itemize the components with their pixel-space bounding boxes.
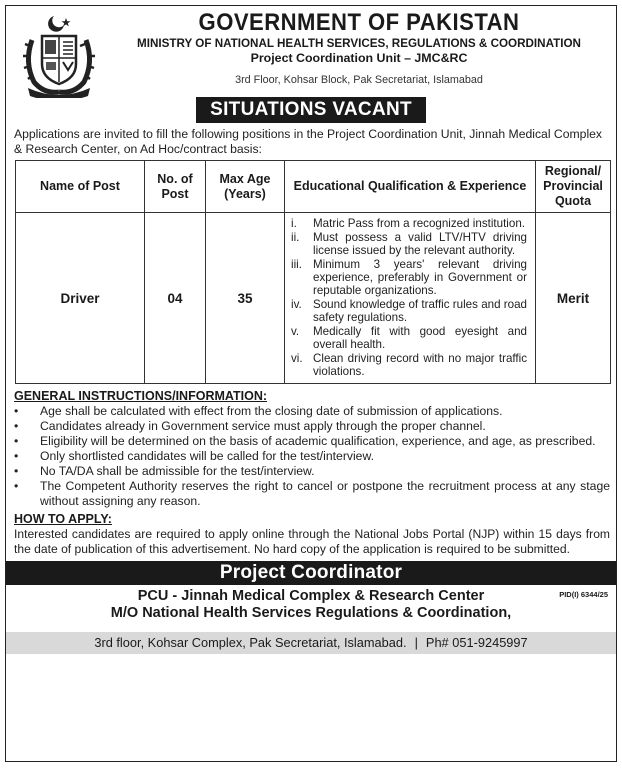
header-quota-label: Regional/ Provincial Quota [543,164,603,208]
instructions-heading: GENERAL INSTRUCTIONS/INFORMATION: [14,389,268,403]
item-number: i. [291,217,297,230]
bullet-icon: • [14,464,19,478]
list-item [289,298,527,324]
item-number: ii. [291,231,300,244]
bullet-icon: • [14,404,19,418]
header-qualification-label: Educational Qualification & Experience [293,179,527,193]
table-row [16,213,611,384]
intro-text: Applications are invited to fill the following positions in the Project Coordination Unit, Jinnah Medical Complex & Research Center, on Ad Hoc/contract basis: [14,127,603,156]
item-text: Eligibility will be determined on the basis of academic qualification, experience, and age, as prescribed. [40,434,596,448]
list-item [14,479,610,509]
post-count: 04 [145,213,206,384]
item-text: Sound knowledge of traffic rules and road safety regulations. [313,298,527,324]
header-qualification [285,161,536,213]
bullet-icon: • [14,419,19,433]
list-item [289,258,527,297]
footer [6,585,616,654]
item-number: iii. [291,258,302,271]
list-item [14,464,610,479]
item-text: No TA/DA shall be admissible for the test/interview. [40,464,315,478]
list-item [289,352,527,378]
post-max-age: 35 [206,213,285,384]
unit-name: Project Coordination Unit – JMC&RC [250,51,468,65]
ministry-name: MINISTRY OF NATIONAL HEALTH SERVICES, REGULATIONS & COORDINATION [137,36,581,50]
item-text: Clean driving record with no major traffic violations. [313,352,527,378]
list-item [14,434,610,449]
item-text: Medically fit with good eyesight and overall health. [313,325,527,351]
how-to-apply-text: Interested candidates are required to apply online through the National Jobs Portal (NJP) within 15 days from the date of publication of this advertisement. No hard copy of the application is required to be submitted. [14,527,610,556]
item-text: Matric Pass from a recognized institution. [313,217,525,230]
list-item [289,325,527,351]
item-text: Only shortlisted candidates will be called for the test/interview. [40,449,374,463]
state-emblem-icon [20,12,98,98]
post-quota: Merit [536,213,611,384]
footer-address-bar [6,632,616,654]
post-name: Driver [16,213,145,384]
list-item [289,231,527,257]
instructions-list [6,404,616,509]
header-max-age-label: Max Age (Years) [219,171,271,201]
bullet-icon: • [14,479,19,493]
footer-ministry: M/O National Health Services Regulations & Coordination, [110,605,512,621]
header-quota [536,161,611,213]
positions-table [15,160,611,384]
header [6,6,616,101]
footer-org: PCU - Jinnah Medical Complex & Research Center [137,588,485,604]
item-text: Must possess a valid LTV/HTV driving license issued by the relevant authority. [313,231,527,257]
header-max-age [206,161,285,213]
footer-separator: | [414,635,418,650]
header-name-of-post: Name of Post [16,161,145,213]
header-no-of-post-label: No. of Post [157,171,193,201]
government-title: GOVERNMENT OF PAKISTAN [198,9,520,36]
item-text: The Competent Authority reserves the right to cancel or postpone the recruitment process at any stage without assigning any reason. [40,479,610,508]
item-number: v. [291,325,300,338]
item-text: Candidates already in Government service must apply through the proper channel. [40,419,486,433]
how-to-apply-heading: HOW TO APPLY: [14,512,112,526]
item-number: vi. [291,352,303,365]
item-text: Minimum 3 years' relevant driving experience, preferably in Government or reputable organizations. [313,258,527,297]
item-text: Age shall be calculated with effect from the closing date of submission of applications. [40,404,503,418]
advertisement [5,5,617,762]
bullet-icon: • [14,449,19,463]
header-address: 3rd Floor, Kohsar Block, Pak Secretariat, Islamabad [235,74,483,86]
footer-phone: Ph# 051-9245997 [425,635,528,650]
header-no-of-post [145,161,206,213]
coordinator-title: Project Coordinator [6,561,616,585]
bullet-icon: • [14,434,19,448]
list-item [14,404,610,419]
situations-vacant-banner: SITUATIONS VACANT [196,97,426,123]
item-number: iv. [291,298,302,311]
footer-address: 3rd floor, Kohsar Complex, Pak Secretariat, Islamabad. [94,635,407,650]
list-item [289,217,527,230]
pid-number: PID(I) 6344/25 [559,590,608,599]
qualification-cell [285,213,536,384]
list-item [14,449,610,464]
list-item [14,419,610,434]
qualification-list [289,217,527,378]
